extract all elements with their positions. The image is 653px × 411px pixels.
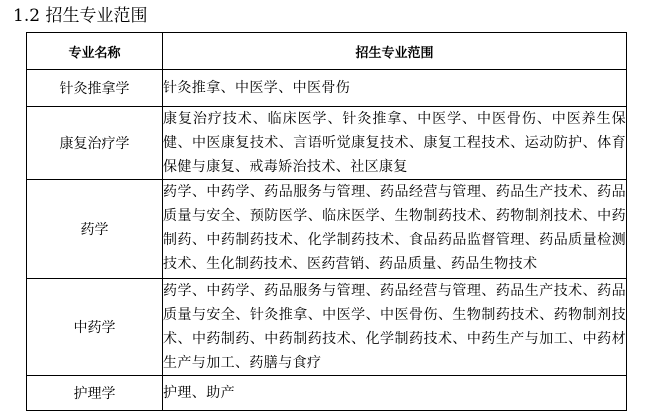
major-name-cell: 药学 <box>27 180 163 279</box>
table-row <box>27 376 627 411</box>
major-name-cell: 针灸推拿学 <box>27 70 163 107</box>
scope-cell: 康复治疗技术、临床医学、针灸推拿、中医学、中医骨伤、中医养生保健、中医康复技术、言语听觉康复技术、康复工程技术、运动防护、体育保健与康复、戒毒矫治技术、社区康复 <box>163 107 627 180</box>
major-name-cell: 中药学 <box>27 279 163 376</box>
section-title: 1.2 招生专业范围 <box>13 6 148 26</box>
table-row <box>27 107 627 180</box>
scope-cell: 药学、中药学、药品服务与管理、药品经营与管理、药品生产技术、药品质量与安全、预防医学、临床医学、生物制药技术、药物制剂技术、中药制药、中药制药技术、化学制药技术、食品药品监督管理、药品质量检测技术、生化制药技术、医药营销、药品质量、药品生物技术 <box>163 180 627 279</box>
scope-cell: 药学、中药学、药品服务与管理、药品经营与管理、药品生产技术、药品质量与安全、针灸推拿、中医学、中医骨伤、生物制药技术、药物制剂技术、中药制药、中药制药技术、化学制药技术、中药生产与加工、中药材生产与加工、药膳与食疗 <box>163 279 627 376</box>
major-name-cell: 护理学 <box>27 376 163 411</box>
header-scope: 招生专业范围 <box>163 33 627 70</box>
table-row <box>27 180 627 279</box>
table-row <box>27 279 627 376</box>
majors-table <box>26 32 627 411</box>
scope-cell: 护理、助产 <box>163 376 627 411</box>
table-header-row <box>27 33 627 70</box>
header-major-name: 专业名称 <box>27 33 163 70</box>
table-row <box>27 70 627 107</box>
scope-cell: 针灸推拿、中医学、中医骨伤 <box>163 70 627 107</box>
major-name-cell: 康复治疗学 <box>27 107 163 180</box>
